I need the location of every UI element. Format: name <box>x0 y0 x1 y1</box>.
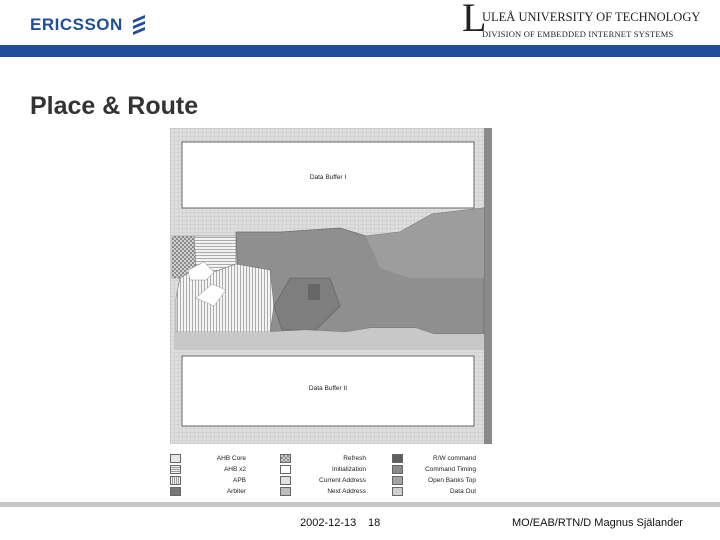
header-bar <box>0 45 720 57</box>
ericsson-wordmark: ERICSSON <box>30 15 123 34</box>
legend-swatch <box>280 487 291 496</box>
legend-swatch <box>170 454 181 463</box>
legend-label: Command Timing <box>425 466 476 473</box>
legend-label: AHB Core <box>216 455 246 462</box>
data-buffer-1-label: Data Buffer I <box>309 174 347 181</box>
place-route-layout <box>170 128 492 444</box>
ericsson-mark-icon <box>131 14 147 36</box>
legend-label: Arbiter <box>226 488 246 495</box>
legend-label: APB <box>232 477 246 484</box>
footer-date: 2002-12-13 <box>300 517 357 529</box>
legend-swatch <box>392 454 403 463</box>
university-name: ULEÅ UNIVERSITY OF TECHNOLOGY <box>482 10 701 24</box>
legend-swatch <box>392 476 403 485</box>
legend-swatch <box>170 465 181 474</box>
legend-swatch <box>280 465 291 474</box>
legend-label: Open Banks Top <box>428 477 476 484</box>
legend-label: AHB x2 <box>223 466 246 473</box>
ericsson-logo <box>30 12 147 38</box>
legend-label: Data Out <box>449 488 476 495</box>
data-buffer-2-label: Data Buffer II <box>308 385 348 392</box>
legend-swatch <box>280 476 291 485</box>
legend-swatch <box>280 454 291 463</box>
legend-swatch <box>392 487 403 496</box>
legend-label: R/W command <box>433 455 476 462</box>
legend-swatch <box>170 476 181 485</box>
university-initial: L <box>462 0 487 40</box>
legend-swatch <box>392 465 403 474</box>
legend-label: Next Address <box>327 488 366 495</box>
figure-legend <box>170 452 492 498</box>
university-logo <box>462 0 701 42</box>
slide-title: Place & Route <box>30 92 199 120</box>
footer-rule <box>0 502 720 507</box>
footer-page-number: 18 <box>368 517 381 529</box>
legend-swatch <box>170 487 181 496</box>
legend-label: Initialization <box>332 466 366 473</box>
footer-author: MO/EAB/RTN/D Magnus Själander <box>512 517 683 529</box>
legend-label: Refresh <box>343 455 366 462</box>
university-division: DIVISION OF EMBEDDED INTERNET SYSTEMS <box>482 29 674 39</box>
legend-label: Current Address <box>319 477 366 484</box>
